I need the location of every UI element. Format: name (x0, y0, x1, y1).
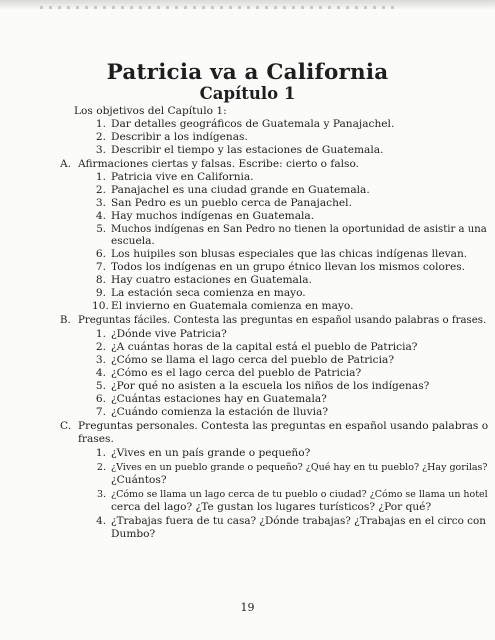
objective-item: 1. Dar detalles geográficos de Guatemala y Panajachel. (95, 118, 395, 130)
list-item: 7. ¿Cuándo comienza la estación de lluvia? (95, 406, 329, 418)
list-item: 2. ¿A cuántas horas de la capital está el pueblo de Patricia? (95, 341, 418, 353)
list-item: 1. ¿Vives en un país grande o pequeño? (95, 447, 311, 459)
list-item: 4. ¿Trabajas fuera de tu casa? ¿Dónde trabajas? ¿Trabajas en el circo con (96, 515, 486, 527)
objective-item: 2. Describir a los indígenas. (95, 131, 248, 143)
list-item: 4. Hay muchos indígenas en Guatemala. (95, 210, 315, 222)
list-item: 3. San Pedro es un pueblo cerca de Panajachel. (95, 197, 352, 209)
list-item: 8. Hay cuatro estaciones en Guatemala. (95, 274, 312, 286)
page-title: Patricia va a California (106, 60, 389, 85)
section-c-heading: C. Preguntas personales. Contesta las preguntas en español usando palabras o (60, 420, 489, 432)
section-b-heading: B. Preguntas fáciles. Contesta las preguntas en español usando palabras o frases. (60, 315, 487, 326)
list-item: 9. La estación seca comienza en mayo. (95, 287, 306, 299)
list-item: 2. ¿Vives en un pueblo grande o pequeño? ¿Qué hay en tu pueblo? ¿Hay gorilas? (96, 462, 488, 473)
objective-item: 3. Describir el tiempo y las estaciones de Guatemala. (95, 144, 384, 156)
list-item-continuation: ¿Cuántos? (111, 474, 167, 486)
list-item: 6. Los huipiles son blusas especiales que las chicas indígenas llevan. (95, 248, 468, 260)
list-item-continuation: Dumbo? (111, 528, 156, 540)
objectives-heading: Los objetivos del Capítulo 1: (74, 105, 227, 117)
page-number: 19 (240, 601, 255, 614)
list-item: 1. ¿Dónde vive Patricia? (95, 328, 227, 340)
list-item: 7. Todos los indígenas en un grupo étnico llevan los mismos colores. (95, 261, 466, 273)
list-item: 10. El invierno en Guatemala comienza en mayo. (92, 300, 354, 312)
list-item-continuation: escuela. (111, 235, 155, 247)
list-item: 5. Muchos indígenas en San Pedro no tienen la oportunidad de asistir a una (96, 224, 487, 235)
list-item: 2. Panajachel es una ciudad grande en Guatemala. (95, 184, 370, 196)
list-item: 4. ¿Cómo es el lago cerca del pueblo de Patricia? (95, 367, 362, 379)
list-item: 3. ¿Cómo se llama el lago cerca del pueblo de Patricia? (95, 354, 394, 366)
list-item: 3. ¿Cómo se llama un lago cerca de tu pueblo o ciudad? ¿Cómo se llama un hotel (96, 489, 488, 500)
section-c-heading-continuation: frases. (78, 433, 114, 445)
list-item: 6. ¿Cuántas estaciones hay en Guatemala? (95, 393, 327, 405)
list-item: 5. ¿Por qué no asisten a la escuela los niños de los indígenas? (95, 380, 430, 392)
list-item-continuation: cerca del lago? ¿Te gustan los lugares turísticos? ¿Por qué? (111, 501, 432, 513)
section-a-heading: A. Afirmaciones ciertas y falsas. Escribe: cierto o falso. (60, 158, 360, 170)
list-item: 1. Patricia vive en California. (95, 171, 254, 183)
chapter-subtitle: Capítulo 1 (199, 84, 296, 103)
